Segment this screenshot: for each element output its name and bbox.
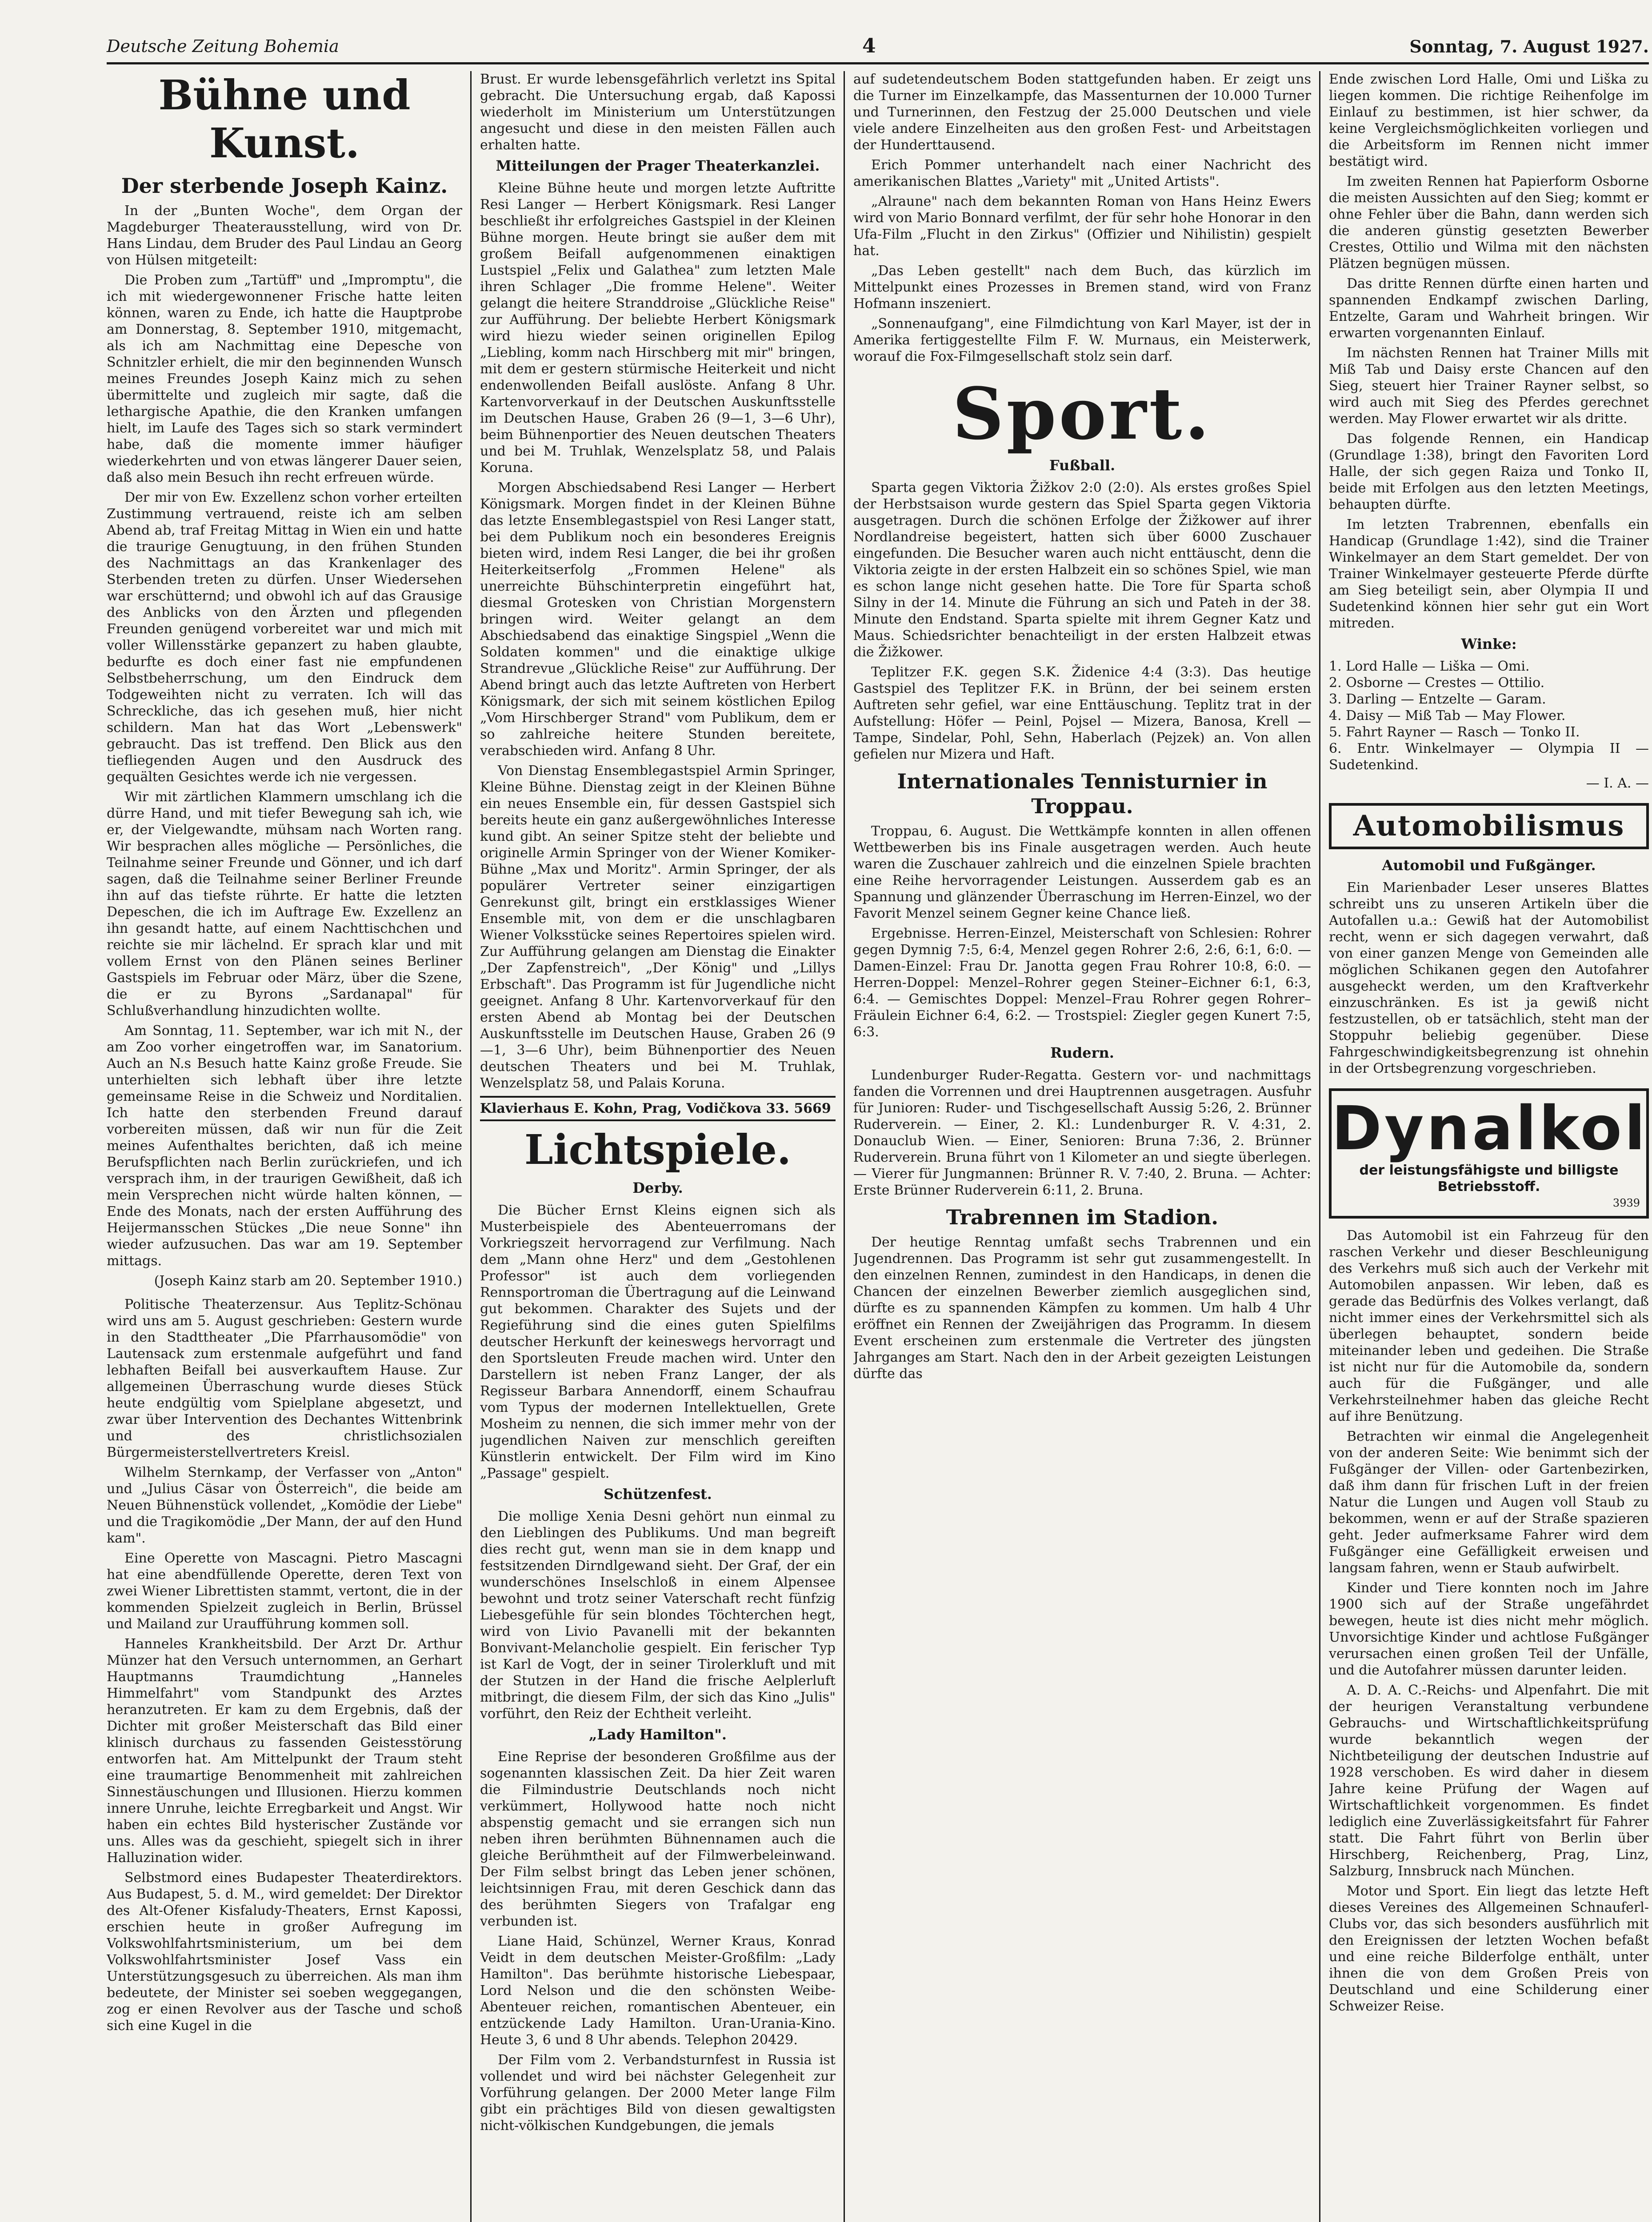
ad-logo: Dynalkol [1332, 1094, 1648, 1164]
news-item: Hanneles Krankheitsbild. Der Arzt Dr. Arthur Münzer hat den Versuch unternommen, an Gerhart Hauptmanns Traumdichtung „Hanneles Himmelfahrt" vom Standpunkt des Arztes heranzutreten. Er kam zu dem Ergebnis, daß der Dichter mit großer Meisterschaft das Bild einer klinisch durchaus zu fassenden Geistesstörung entworfen hat. Am Mittelpunkt der Traum steht eine traumartige Benommenheit mit zahlreichen Sinnestäuschungen und Illusionen. Hierzu kommen innere Unruhe, leichte Erregbarkeit und Angst. Wir haben ein echtes Bild hysterischer Zustände vor uns. Alles was da geschieht, spiegelt sich in ihrer Halluzination wider. [107, 1636, 462, 1866]
news-item: Erich Pommer unterhandelt nach einer Nachricht des amerikanischen Blattes „Variety" mit „United Artists". [853, 157, 1311, 189]
heading-winke: Winke: [1461, 635, 1517, 652]
news-item: Die Bücher Ernst Kleins eignen sich als Musterbeispiele des Abenteuerromans der Vorkriegszeit hervorragend zur Verfilmung. Nach dem „Mann ohne Herz" und dem „Gestohlenen Professor" ist auch dem vorliegenden Rennsportroman die Übertragung auf die Leinwand gut bekommen. Charakter des Sujets und der Regieführung sind die eines guten Spielfilms deutscher Herkunft der keineswegs hervorragt und den Sportsleuten Freude machen wird. Unter den Darstellern ist neben Franz Langer, der als Regisseur Barbara Annendorff, einem Schaufrau vom Typus der modernen Intellektuellen, Grete Mosheim zu nennen, die sich immer mehr von der jugendlichen Naiven zur menschlich gereiften Künstlerin entwickelt. Der Film wird im Kino „Passage" gespielt. [480, 1203, 836, 1481]
ad-number: 3939 [1612, 1197, 1640, 1209]
news-item: Ein Marienbader Leser unseres Blattes schreibt uns zu unseren Artikeln über die Autofallen u.a.: Gewiß hat der Automobilist recht, wenn er sich dagegen verwahrt, daß von einer ganzen Menge von Gemeinden alle möglichen Schikanen gegen den Autofahrer ausgeheckt werden, um den Kraftverkehr einzuschränken. Es ist ja gewiß nicht festzustellen, ob er tatsächlich, steht man der Stoppuhr beliebig gegenüber. Diese Fahrgeschwindigkeitsbegrenzung ist ohnehin in der Ortsbegrenzung vorgeschrieben. [1329, 880, 1649, 1076]
column-4 [1329, 71, 1649, 2222]
tip-item: 4. Daisy — Miß Tab — May Flower. [1329, 708, 1566, 723]
article-paragraph: Ende zwischen Lord Halle, Omi und Liška zu liegen kommen. Die richtige Reihenfolge im Einlauf zu bestimmen, ist hier schwer, da keine Vergleichsmöglichkeiten vorliegen und die Arbeitsform im Rennen nicht immer bestätigt wird. [1329, 72, 1649, 169]
section-title-lichtspiele: Lichtspiele. [524, 1126, 792, 1174]
tip-item: 1. Lord Halle — Liška — Omi. [1329, 659, 1530, 674]
tips-list [1329, 658, 1649, 791]
news-item: Morgen Abschiedsabend Resi Langer — Herbert Königsmark. Morgen findet in der Kleinen Bühne das letzte Ensemblegastspiel von Resi Langer statt, bei dem Publikum noch ein besonderes Ereignis bieten wird, indem Resi Langer, die bei ihr großen Heiterkeitserfolg „Frommen Helene" als unerreichte Bühschinterpretin eingeführt hat, diesmal Grotesken von Christian Morgenstern bringen wird. Weiter gelangt an dem Abschiedsabend das einaktige Singspiel „Wenn die Soldaten kommen" und die einaktige ulkige Strandrevue „Glückliche Reise" zur Aufführung. Der Abend bringt auch das letzte Auftreten von Herbert Königsmark, der sich mit seinem köstlichen Epilog „Vom Hirschberger Strand" vom Publikum, dem er so zahlreiche heitere Stunden bereitete, verabschieden wird. Anfang 8 Uhr. [480, 480, 836, 759]
news-item: Troppau, 6. August. Die Wettkämpfe konnten in allen offenen Wettbewerben bis ins Finale ausgetragen werden. Auch heute waren die Zuschauer zahlreich und die einzelnen Spiele brachten eine Reihe hervorragender Leistungen. Ausserdem gab es an Spannung und glänzender Überraschung im Herren-Einzel, wo der Favorit Menzel seinem Gegner keine Chance ließ. [853, 823, 1311, 921]
tips-signature: — I. A. — [1586, 775, 1649, 791]
heading-derby: Derby. [632, 1179, 683, 1196]
tip-item: 2. Osborne — Crestes — Ottilio. [1329, 675, 1545, 691]
heading-rudern: Rudern. [1050, 1044, 1114, 1061]
news-item: Teplitzer F.K. gegen S.K. Židenice 4:4 (3:3). Das heutige Gastspiel des Teplitzer F.K. in Brünn, der bei seinem ersten Auftreten sehr gefiel, war eine Enttäuschung. Teplitz trat in der Aufstellung: Höfer — Peinl, Pojsel — Mizera, Banosa, Krell — Tampe, Sindelar, Pohl, Sehn, Haberlach (Pejzek) an. Von allen gefielen nur Mizera und Haft. [853, 664, 1311, 762]
ad-tagline: der leistungsfähigste und billigste Betriebsstoff. [1359, 1163, 1619, 1195]
article-title-kainz: Der sterbende Joseph Kainz. [121, 174, 448, 198]
news-item: Von Dienstag Ensemblegastspiel Armin Springer, Kleine Bühne. Dienstag zeigt in der Kleinen Bühne ein neues Ensemble ein, für dessen Gastspiel sich bereits heute ein ganz außergewöhnliches Interesse kund gibt. An seiner Spitze steht der beliebte und originelle Armin Springer von der Wiener Komiker-Bühne „Max und Moritz". Armin Springer, der als populärer Vertreter seiner einzigartigen Genrekunst gilt, bringt ein erstklassiges Wiener Ensemble mit, von dem er die unschlagbaren Wiener Volksstücke seines Repertoires spielen wird. Zur Aufführung gelangen am Dienstag die Einakter „Der Zapfenstreich", „Der König" und „Lillys Erbschaft". Das Programm ist für Jugendliche nicht geeignet. Anfang 8 Uhr. Kartenvorverkauf für den ersten Abend ab Montag bei der Deutschen Auskunftsstelle im Deutschen Hause, Graben 26 (9—1, 3—6 Uhr), beim Bühnenportier des Neuen deutschen Theaters und bei M. Truhlak, Wenzelsplatz 58, und Palais Koruna. [480, 763, 836, 1091]
news-item: Sparta gegen Viktoria Žižkov 2:0 (2:0). Als erstes großes Spiel der Herbstsaison wurde gestern das Spiel Sparta gegen Viktoria ausgetragen. Durch die schönen Erfolge der Žižkower auf ihrer Nordlandreise begeistert, hatten sich über 6000 Zuschauer eingefunden. Die Besucher waren auch nicht enttäuscht, denn die Viktoria zeigte in der ersten Halbzeit ein so schönes Spiel, wie man es schon lange nicht gesehen hatte. Die Tore für Sparta schoß Silny in der 14. Minute die Führung an sich und Pateh in der 38. Minute den Endstand. Sparta spielte mit ihrem Gegner Katz und Maus. Schiedsrichter benachteiligt in der ersten Halbzeit etwas die Žižkower. [853, 480, 1311, 660]
masthead-name: Deutsche Zeitung Bohemia [107, 36, 339, 56]
news-item: Kinder und Tiere konnten noch im Jahre 1900 sich auf der Straße ungefährdet bewegen, heute ist dies nicht mehr möglich. Unvorsichtige Kinder und achtlose Fußgänger verursachen einen großen Teil der Unfälle, und die Autofahrer müssen darunter leiden. [1329, 1580, 1649, 1678]
article-paragraph: Brust. Er wurde lebensgefährlich verletzt ins Spital gebracht. Die Untersuchung ergab, daß Kapossi wiederholt im Ministerium um Unterstützungen angesucht und diese in den meisten Fällen auch erhalten hatte. [480, 72, 836, 153]
news-item: Liane Haid, Schünzel, Werner Kraus, Konrad Veidt in dem deutschen Meister-Großfilm: „Lady Hamilton". Das berühmte historische Liebespaar, Lord Nelson und die den schönsten Weibe-Abenteuer reichen, romantischen Abenteuer, ein entzückende Lady Hamilton. Uran-Urania-Kino. Heute 3, 6 und 8 Uhr abends. Telephon 20429. [480, 1934, 836, 2048]
article-paragraph: Der mir von Ew. Exzellenz schon vorher erteilten Zustimmung vertrauend, reiste ich am selben Abend ab, traf Freitag Mittag in Wien ein und hatte die traurige Genugtuung, in den frühen Stunden des Nachmittags an das Krankenlager des Sterbenden treten zu dürfen. Unser Wiedersehen war erschütternd; und obwohl ich auf das Grausige des Anblicks von den Ärzten und pflegenden Freunden genügend vorbereitet war und mich mit voller Willensstärke gepanzert zu haben glaubte, bedurfte es doch einer fast nie empfundenen Selbstbeherrschung, um den Eindruck dem Todgeweihten nicht zu verraten. Ich will das Schreckliche, das ich gesehen muß, hier nicht schildern. Man hat das Wort „Lebenswerk" gebraucht. Das ist treffend. Den Blick aus den tiefliegenden Augen und den Ausdruck des gequälten Gesichtes werde ich nie vergessen. [107, 490, 462, 785]
news-item: Politische Theaterzensur. Aus Teplitz-Schönau wird uns am 5. August geschrieben: Gestern wurde in den Stadttheater „Die Pfarrhausomödie" von Lautensack zum erstenmale aufgeführt und fand lebhaften Beifall bei ausverkauftem Hause. Zur allgemeinen Überraschung wurde dieses Stück heute endgültig vom Spielplane abgesetzt, und zwar über Intervention des Dechantes Wittenbrink und des christlichsozialen Bürgermeisterstellvertreters Kreisl. [107, 1297, 462, 1460]
news-item: Motor und Sport. Ein liegt das letzte Heft dieses Vereines des Allgemeinen Schnauferl-Clubs vor, das sich besonders ausführlich mit den Ereignissen der letzten Wochen befaßt und eine reiche Bilderfolge enthält, unter ihnen die von dem Großen Preis von Deutschland und eine Schilderung einer Schweizer Reise. [1329, 1883, 1649, 2014]
column-3 [853, 71, 1311, 2222]
heading-trabrennen: Trabrennen im Stadion. [946, 1205, 1219, 1229]
heading-mitteilungen: Mitteilungen der Prager Theaterkanzlei. [496, 157, 820, 174]
heading-fussball: Fußball. [1049, 457, 1116, 474]
tip-item: 5. Fahrt Rayner — Rasch — Tonko II. [1329, 724, 1580, 740]
column-rule [844, 71, 845, 2222]
news-item: Die mollige Xenia Desni gehört nun einmal zu den Lieblingen des Publikums. Und man begreift dies recht gut, wenn man sie in dem knapp und festsitzenden Dirndlgewand sieht. Der Graf, der ein wunderschönes Inselschloß in einem Alpensee bewohnt und trotz seiner Vaterschaft recht fünfzig Liebesgefühle für sein blondes Töchterchen hegt, wird von Livio Pavanelli mit der bekannten Bonvivant-Melancholie gespielt. Ein ferischer Typ ist Karl de Vogt, der in seiner Tirolerkluft und mit der Stutzen in der Hand die frische Aelplerluft mitbringt, die diesem Film, der sich das Kino „Julis" vorführt, den Reiz der Echtheit verleiht. [480, 1509, 836, 1722]
article-note: (Joseph Kainz starb am 20. September 1910.) [154, 1273, 462, 1289]
tip-item: 6. Entr. Winkelmayer — Olympia II — Sudetenkind. [1329, 741, 1649, 773]
dynalkol-advertisement [1329, 1088, 1649, 1219]
news-item: Selbstmord eines Budapester Theaterdirektors. Aus Budapest, 5. d. M., wird gemeldet: Der Direktor des Alt-Ofener Kisfaludy-Theaters, Ernst Kapossi, erschien heute in großer Aufregung im Volkswohlfahrtsministerium, um bei dem Volkswohlfahrtsminister Josef Vass ein Unterstützungsgesuch zu überreichen. Als man ihm bedeutete, der Minister sei soeben weggegangen, zog er einen Revolver aus der Tasche und schoß sich eine Kugel in die [107, 1870, 462, 2034]
news-item: Das Automobil ist ein Fahrzeug für den raschen Verkehr und dieser Beschleunigung des Verkehrs muß sich auch der Verkehr mit Automobilen anpassen. Wir leben, daß es gerade das Bedürfnis des Volkes verlangt, daß nicht immer eines der Verkehrsmittel sich als überlegen behauptet, sondern beide miteinander leben und gedeihen. Die Straße ist nicht nur für die Automobile da, sondern auch für die Fußgänger, und alle Verkehrsteilnehmer haben das gleiche Recht auf ihre Benützung. [1329, 1228, 1649, 1424]
news-item: Der heutige Renntag umfaßt sechs Trabrennen und ein Jugendrennen. Das Programm ist sehr gut zusammengestellt. In den einzelnen Rennen, zumindest in den Handicaps, in denen die Chancen der einzelnen Bewerber ziemlich ausgeglichen sind, dürfte es zu spannenden Kämpfen zu kommen. Um halb 4 Uhr eröffnet ein Rennen der Zweijährigen das Programm. In diesem Event erscheinen zum erstenmale die Vertreter des jüngsten Jahrganges am Start. Nach den in der Arbeit gezeigten Leistungen dürfte das [853, 1235, 1311, 1382]
news-item: Im zweiten Rennen hat Papierform Osborne die meisten Aussichten auf den Sieg; kommt er ohne Fehler über die Bahn, dann werden sich die anderen günstig gesetzten Bewerber Crestes, Ottilio und Wilma mit den nächsten Plätzen begnügen müssen. [1329, 174, 1649, 272]
column-rule [1319, 71, 1320, 2222]
article-paragraph: Wir mit zärtlichen Klammern umschlang ich die dürre Hand, und mit tiefer Bewegung sah ich, wie er, der Vielgewandte, mühsam nach Worten rang. Wir besprachen alles mögliche — Persönliches, die Teilnahme seiner Freunde und Gönner, und ich darf sagen, daß die Teilnahme seiner Berliner Freunde ihn auf das tiefste rührte. Er hatte die letzten Depeschen, die ich im Auftrage Ew. Exzellenz an ihn gesandt hatte, auf einem Nachttischchen und reichte sie mir lächelnd. Er sprach klar und mit vollem Ernst von den Plänen seines Berliner Gastspiels im Februar oder März, über die Szene, die er zu Byrons „Sardanapal" für Schlußverhandlung hinzudichten wollte. [107, 789, 462, 1019]
news-item: Das dritte Rennen dürfte einen harten und spannenden Endkampf zwischen Darling, Entzelte, Garam und Wahrheit bringen. Wir erwarten vorgenannten Einlauf. [1329, 276, 1649, 341]
running-head [107, 31, 1649, 64]
column-1 [107, 71, 462, 2222]
article-paragraph: Die Proben zum „Tartüff" und „Impromptu", die ich mit wiedergewonnener Frische hatte leiten können, waren zu Ende, ich hatte die Hauptprobe am Donnerstag, 8. September 1910, mitgemacht, als ich am Nachmittag eine Depesche von Schnitzler erhielt, die mir den beginnenden Wunsch meines Freundes Joseph Kainz mich zu sehen übermittelte und zugleich mir sagte, daß die lethargische Apathie, die den Kranken umfangen hielt, im Laufe des Tages sich so stark vermindert habe, daß die momente immer häufiger wiederkehrten und von etwas längerer Dauer seien, daß also mein Besuch ihn recht erfreuen würde. [107, 272, 462, 485]
news-item: Im letzten Trabrennen, ebenfalls ein Handicap (Grundlage 1:42), sind die Trainer Winkelmayer an dem Start gemeldet. Der von Trainer Winkelmayer gesteuerte Pferde dürfte am Sieg beteiligt sein, aber Olympia II und Sudetenkind können hier sehr gut ein Wort mitreden. [1329, 517, 1649, 631]
tip-item: 3. Darling — Entzelte — Garam. [1329, 691, 1546, 707]
news-item: A. D. A. C.-Reichs- und Alpenfahrt. Die mit der heurigen Veranstaltung verbundene Gebrauchs- und Wirtschaftlichkeitsprüfung wurde bekanntlich wegen der Nichtbeteiligung der deutschen Industrie auf 1928 verschoben. Es wird daher in diesem Jahre keine Prüfung der Wagen auf Wirtschaftlichkeit vorgenommen. Es findet lediglich eine Zuverlässigkeitsfahrt für Fahrer statt. Die Fahrt führt von Berlin über Hirschberg, Reichenberg, Prag, Linz, Salzburg, Innsbruck nach München. [1329, 1682, 1649, 1879]
news-item: „Sonnenaufgang", eine Filmdichtung von Karl Mayer, ist der in Amerika fertiggestellte Film F. W. Murnaus, ein Meisterwerk, worauf die Fox-Filmgesellschaft stolz sein darf. [853, 316, 1311, 364]
issue-date: Sonntag, 7. August 1927. [1409, 36, 1649, 56]
news-item: „Alraune" nach dem bekannten Roman von Hans Heinz Ewers wird von Mario Bonnard verfilmt, der für sehr hohe Honorar in den Ufa-Film „Flucht in den Zirkus" (Offizier und Nihilistin) gespielt hat. [853, 194, 1311, 259]
news-item: Ergebnisse. Herren-Einzel, Meisterschaft von Schlesien: Rohrer gegen Dymnig 7:5, 6:4, Menzel gegen Rohrer 2:6, 2:6, 6:1, 6:0. — Damen-Einzel: Frau Dr. Janotta gegen Frau Rohrer 10:8, 6:0. — Herren-Doppel: Menzel–Rohrer gegen Steiner–Eichner 6:1, 6:3, 6:4. — Gemischtes Doppel: Menzel–Frau Rohrer gegen Rohrer–Fräulein Eichner 6:4, 6:2. — Trostspiel: Ziegler gegen Kunert 7:5, 6:3. [853, 926, 1311, 1040]
section-title-automobilismus: Automobilismus [1329, 803, 1649, 849]
section-title-buehne: Bühne und Kunst. [158, 71, 411, 167]
news-item: Eine Operette von Mascagni. Pietro Mascagni hat eine abendfüllende Operette, deren Text von zwei Wiener Librettisten stammt, vertont, die in der kommenden Spielzeit zugleich in Berlin, Brüssel und Mailand zur Uraufführung kommen soll. [107, 1551, 462, 1632]
heading-automobil-fussgaenger: Automobil und Fußgänger. [1382, 857, 1596, 874]
news-item: Der Film vom 2. Verbandsturnfest in Russia ist vollendet und wird bei nächster Gelegenheit zur Vorführung gelangen. Der 2000 Meter lange Film gibt ein prächtiges Bild von diesen gewaltigsten nicht-völkischen Kundgebungen, die jemals [480, 2052, 836, 2134]
news-item: Eine Reprise der besonderen Großfilme aus der sogenannten klassischen Zeit. Da hier Zeit waren die Filmindustrie Deutschlands noch nicht verkümmert, Hollywood hatte noch nicht abspenstig gemacht und sie errangen sich nun neben ihren berühmten Bühnennamen auch die gleiche Berühmtheit auf der Filmwerbeleinwand. Der Film selbst bringt das Leben jener schönen, leichtsinnigen Frau, mit deren Geschick dann das des berühmten Siegers von Trafalgar eng verbunden ist. [480, 1749, 836, 1929]
section-title-sport: Sport. [952, 372, 1212, 456]
newspaper-page [107, 31, 1649, 2222]
article-paragraph: auf sudetendeutschem Boden stattgefunden haben. Er zeigt uns die Turner im Einzelkampfe, das Massenturnen der 10.000 Turner und Turnerinnen, den Festzug der 25.000 Deutschen und viele viele andere Einzelheiten aus den großen Fest- und Arbeitstagen der Hunderttausend. [853, 72, 1311, 153]
column-rule [470, 71, 472, 2222]
heading-schuetzenfest: Schützenfest. [604, 1486, 712, 1503]
news-item: Wilhelm Sternkamp, der Verfasser von „Anton" und „Julius Cäsar von Österreich", die beide am Neuen Bühnenstück vollendet, „Komödie der Liebe" und die Tragikomödie „Der Mann, der auf den Hund kam". [107, 1465, 462, 1546]
news-item: Im nächsten Rennen hat Trainer Mills mit Miß Tab und Daisy erste Chancen auf den Sieg, steuert hier Trainer Rayner selbst, so wird auch mit Sieg des Pferdes gerechnet werden. May Flower erwartet wir als dritte. [1329, 345, 1649, 427]
news-item: Kleine Bühne heute und morgen letzte Auftritte Resi Langer — Herbert Königsmark. Resi Langer beschließt ihr erfolgreiches Gastspiel in der Kleinen Bühne morgen. Heute bringt sie außer dem mit großem Beifall aufgenommenen einaktigen Lustspiel „Felix und Galathea" zum letzten Male ihren Schlager „Die fromme Helene". Weiter gelangt die heitere Stranddroise „Glückliche Reise" zur Aufführung. Der beliebte Herbert Königsmark wird hiezu wieder seinen originellen Epilog „Liebling, komm nach Hirschberg mit mir" bringen, mit dem er gestern stürmische Heiterkeit und nicht endenwollenden Beifall auslöste. Anfang 8 Uhr. Kartenvorverkauf in der Deutschen Auskunftsstelle im Deutschen Hause, Graben 26 (9—1, 3—6 Uhr), beim Bühnenportier des Neuen deutschen Theaters und bei M. Truhlak, Wenzelsplatz 58, und Palais Koruna. [480, 180, 836, 476]
news-item: „Das Leben gestellt" nach dem Buch, das kürzlich im Mittelpunkt eines Prozesses in Bremen stand, wird von Franz Hofmann inszeniert. [853, 263, 1311, 312]
heading-lady-hamilton: „Lady Hamilton". [588, 1726, 727, 1743]
news-item: Lundenburger Ruder-Regatta. Gestern vor- und nachmittags fanden die Vorrennen und drei Hauptrennen ausgetragen. Ausfuhr für Junioren: Ruder- und Tischgesellschaft Aussig 5:26, 2. Brünner Ruderverein. — Einer, 2. Kl.: Lundenburger R. V. 4:31, 2. Donauclub Wien. — Einer, Senioren: Bruna 7:36, 2. Brünner Ruderverein. Bruna führt von 1 Kilometer an und siegte überlegen. — Vierer für Jungmannen: Brünner R. V. 7:40, 2. Bruna. — Achter: Erste Brünner Ruderverein 6:11, 2. Bruna. [853, 1067, 1311, 1198]
article-paragraph: Am Sonntag, 11. September, war ich mit N., der am Zoo vorher eingetroffen war, im Sanatorium. Auch an N.s Besuch hatte Kainz große Freude. Sie unterhielten sich lebhaft über ihre letzte gemeinsame Reise in die Schweiz und Norditalien. Ich hatte den sterbenden Freund darauf vorbereiten müssen, daß wir nun für die Zeit meines Aufenthaltes berichten, daß ich meine Berufspflichten nach Berlin zurückriefen, und ich versprach ihm, in der traurigen Gewißheit, daß ich mein Versprechen nicht würde halten können, — Ende des Monats, nach der ersten Aufführung des Heijermansschen Stückes „Die neue Sonne" ihn wieder aufzusuchen. Das war am 19. September mittags. [107, 1023, 462, 1269]
news-item: Betrachten wir einmal die Angelegenheit von der anderen Seite: Wie benimmt sich der Fußgänger der Villen- oder Gartenbezirken, daß ihm dann für frischen Luft in der freien Natur die Lungen und Augen voll Staub zu bekommen, wenn er auf der Straße spazieren geht. Jeder aufmerksame Fahrer wird dem Fußgänger eine Gefälligkeit erweisen und langsam fahren, wenn er Staub aufwirbelt. [1329, 1429, 1649, 1576]
page-number: 4 [862, 35, 876, 57]
article-paragraph: In der „Bunten Woche", dem Organ der Magdeburger Theaterausstellung, wird von Dr. Hans Lindau, dem Bruder des Paul Lindau an Georg von Hülsen mitgeteilt: [107, 203, 462, 268]
heading-tennis: Internationales Tennisturnier in Troppau. [897, 769, 1268, 818]
news-item: Das folgende Rennen, ein Handicap (Grundlage 1:38), bringt den Favoriten Lord Halle, der sich gegen Raiza und Tonko II, beide mit Erfolgen aus den letzten Meetings, behaupten dürfte. [1329, 431, 1649, 512]
column-2 [480, 71, 836, 2222]
classified-ad: Klavierhaus E. Kohn, Prag, Vodičkova 33. 5669 [480, 1096, 836, 1121]
